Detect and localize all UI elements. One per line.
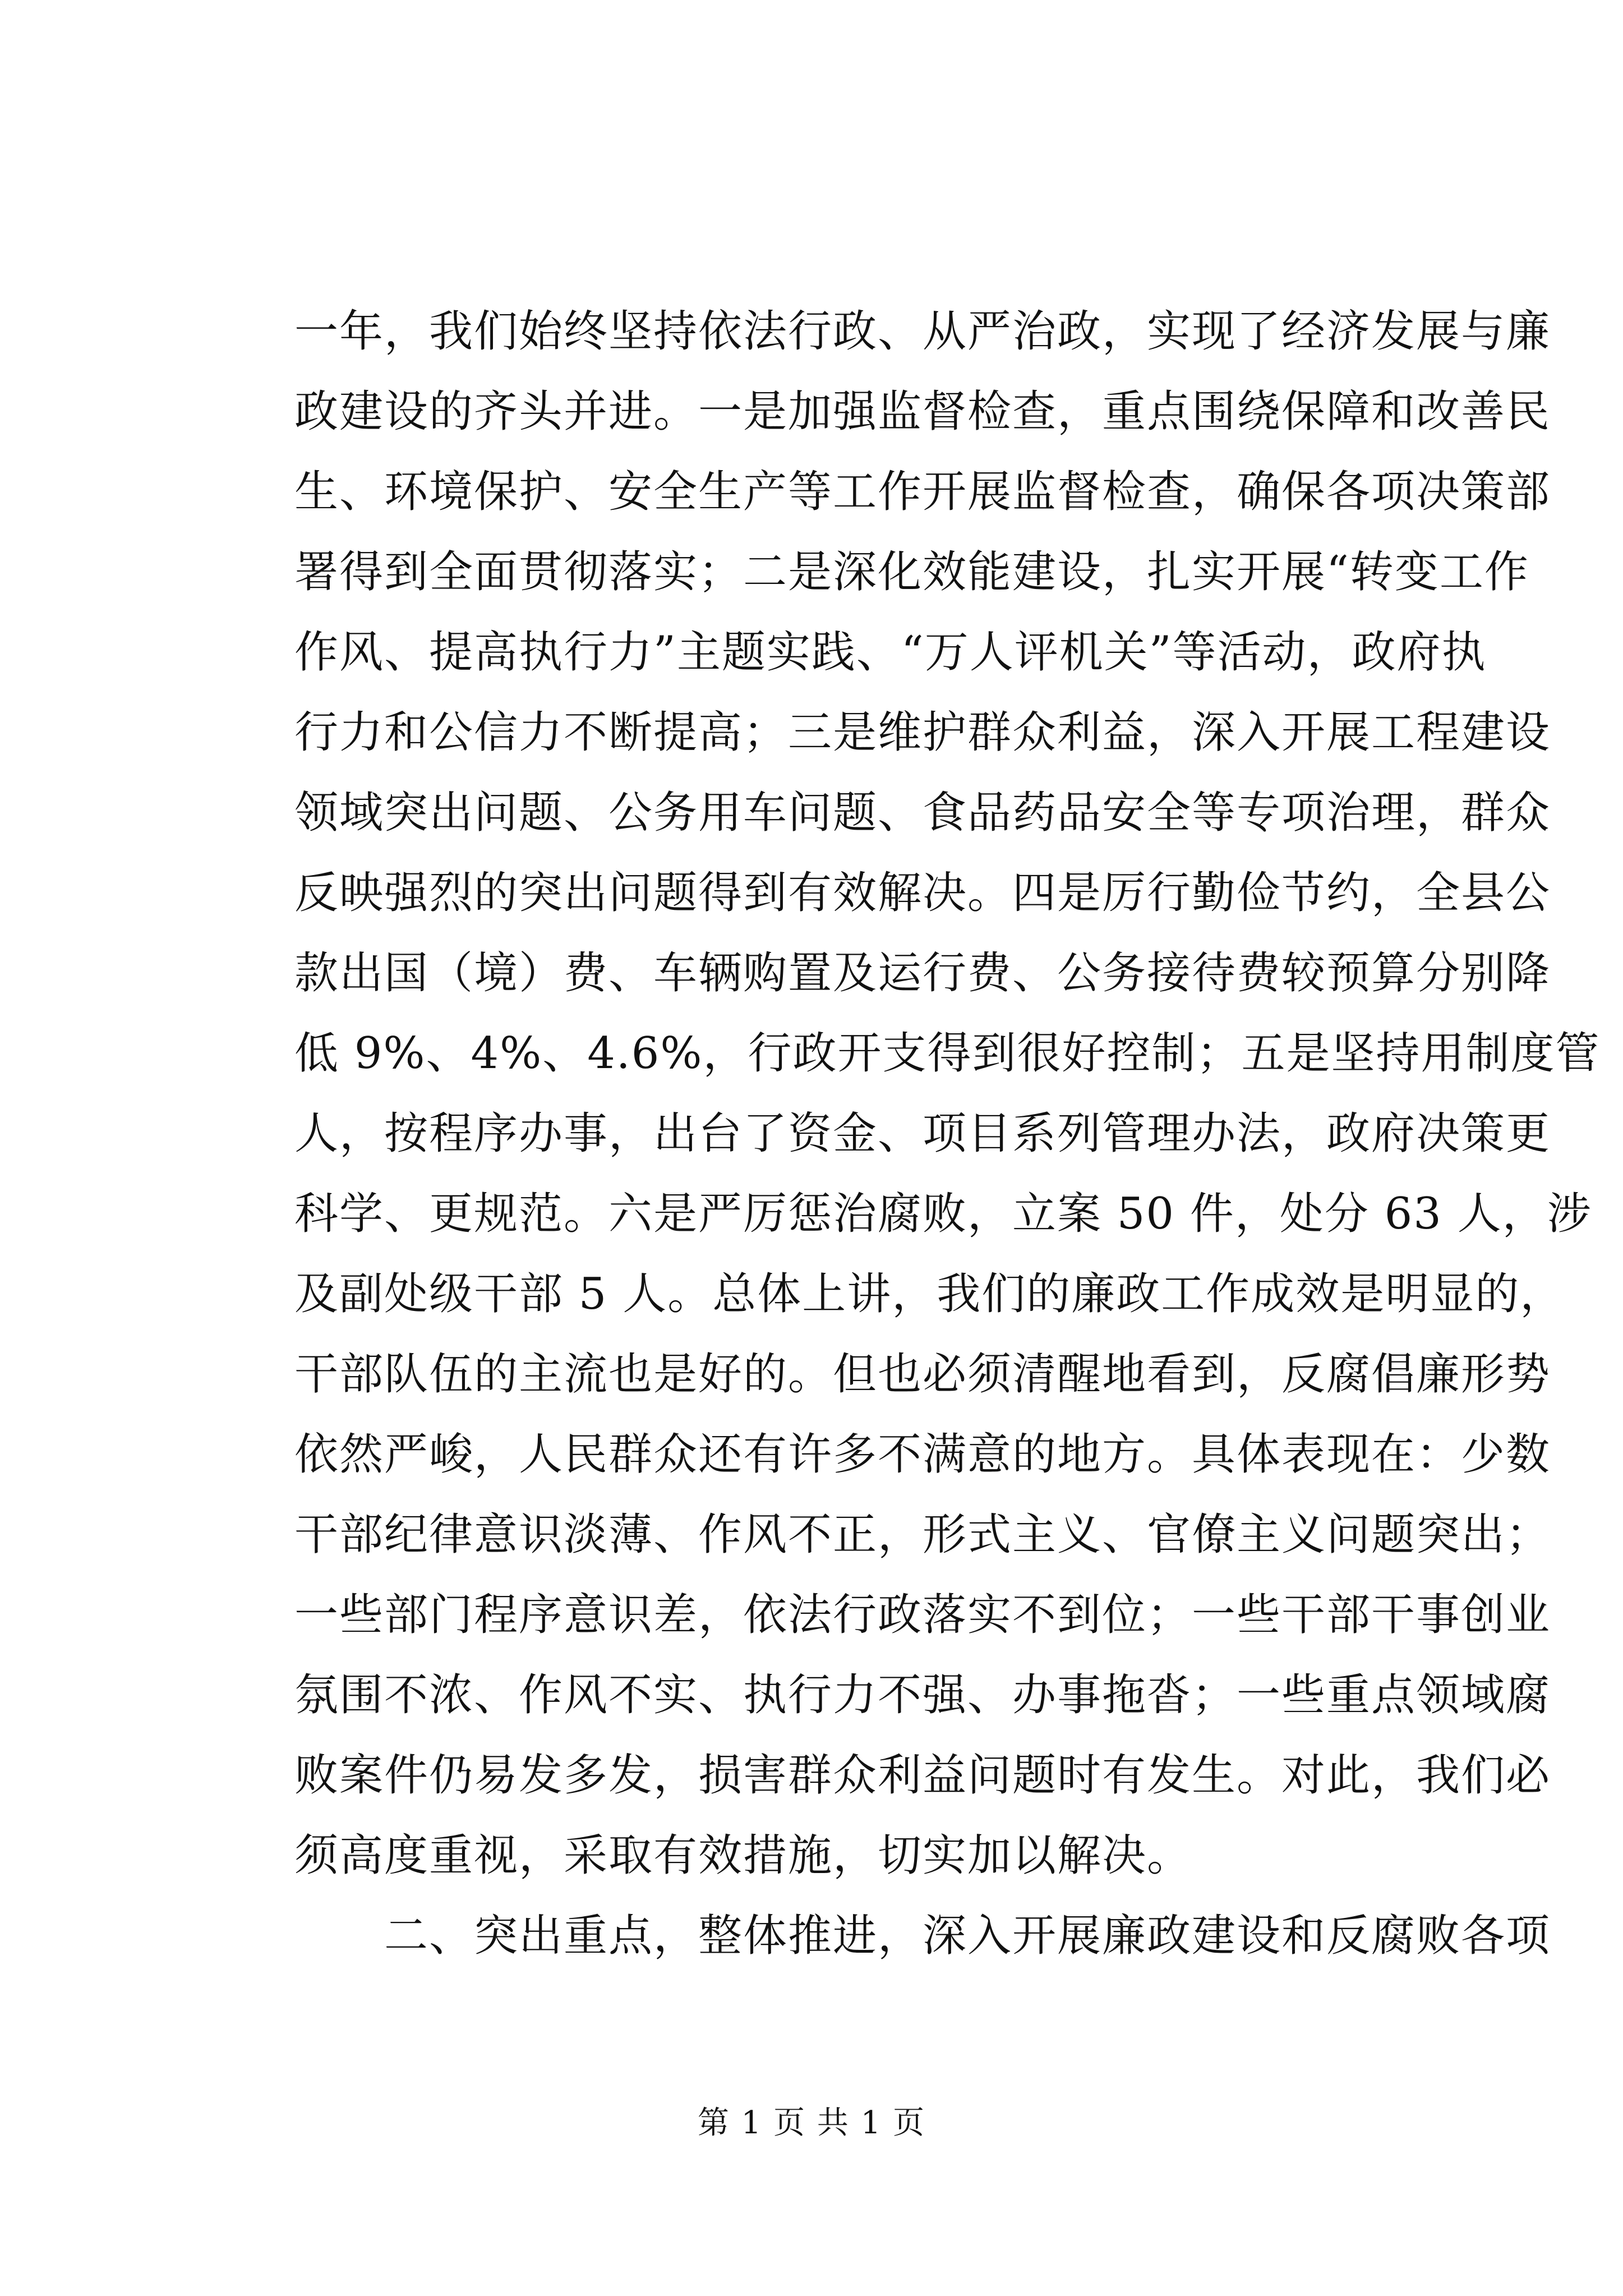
text-line: 及副处级干部 5 人。总体上讲，我们的廉政工作成效是明显的， [294,1269,1565,1319]
text-line: 人，按程序办事，出台了资金、项目系列管理办法，政府决策更 [294,1108,1551,1159]
text-line: 低 9%、4%、4.6%，行政开支得到很好控制；五是坚持用制度管 [294,1028,1601,1079]
text-line: 政建设的齐头并进。一是加强监督检查，重点围绕保障和改善民 [294,386,1551,437]
text-line: 氛围不浓、作风不实、执行力不强、办事拖沓；一些重点领域腐 [294,1670,1551,1720]
text-line: 署得到全面贯彻落实；二是深化效能建设，扎实开展“转变工作 [294,547,1529,597]
text-line: 作风、提高执行力”主题实践、“万人评机关”等活动，政府执 [294,627,1487,678]
text-line: 败案件仍易发多发，损害群众利益问题时有发生。对此，我们必 [294,1750,1551,1801]
text-line: 科学、更规范。六是严厉惩治腐败，立案 50 件，处分 63 人，涉 [294,1189,1592,1239]
text-line: 领域突出问题、公务用车问题、食品药品安全等专项治理，群众 [294,788,1551,838]
text-line: 干部纪律意识淡薄、作风不正，形式主义、官僚主义问题突出； [294,1510,1551,1560]
text-line: 一些部门程序意识差，依法行政落实不到位；一些干部干事创业 [294,1590,1551,1640]
text-line: 生、环境保护、安全生产等工作开展监督检查，确保各项决策部 [294,467,1551,517]
text-line: 反映强烈的突出问题得到有效解决。四是厉行勤俭节约，全县公 [294,868,1551,918]
text-line: 款出国（境）费、车辆购置及运行费、公务接待费较预算分别降 [294,948,1551,999]
text-line: 依然严峻，人民群众还有许多不满意的地方。具体表现在：少数 [294,1429,1551,1480]
body-text [294,292,1601,1976]
paragraph-end-line: 须高度重视，采取有效措施，切实加以解决。 [294,1830,1192,1881]
text-line: 一年，我们始终坚持依法行政、从严治政，实现了经济发展与廉 [294,306,1551,357]
text-line: 行力和公信力不断提高；三是维护群众利益，深入开展工程建设 [294,707,1551,758]
page-footer: 第 1 页 共 1 页 [697,2105,926,2141]
section-heading-line: 二、突出重点，整体推进，深入开展廉政建设和反腐败各项 [384,1911,1551,1961]
text-line: 干部队伍的主流也是好的。但也必须清醒地看到，反腐倡廉形势 [294,1349,1551,1400]
